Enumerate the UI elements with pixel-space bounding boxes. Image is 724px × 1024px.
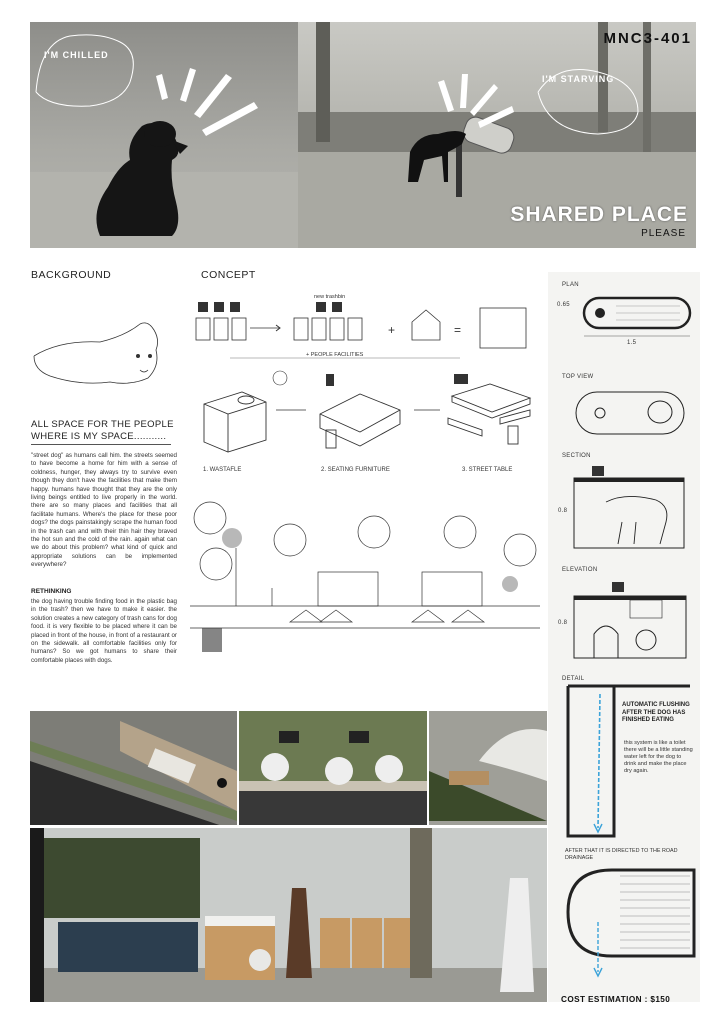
item-label-street-table: 3. STREET TABLE	[462, 467, 513, 473]
elevation-label: ELEVATION	[562, 567, 598, 573]
elevation-drawing	[566, 578, 694, 662]
furniture-items-drawings	[190, 370, 535, 470]
top-view-drawing	[572, 388, 692, 438]
plan-label: PLAN	[562, 282, 579, 288]
background-paragraph: "street dog" as humans call him. the streets seemed to have become a home for him with a sense of coldness, hunger, they always try to survive even though they don't have the facilities that make them happy. humans have thought that they are the only living beings entitled to live properly in the world. there are so many places and facilities that all facilitate humans. Where's the place for these poor dogs? the dogs painstakingly scrape the human food in the trash can and with their thin hair they braved the hot sun and the cold of the rain. again what can we do about this problem? what kind of quick and appropriate solutions can be implemented everywhere?	[31, 452, 177, 569]
render-street-perspective	[30, 828, 547, 1002]
background-headline: ALL SPACE FOR THE PEOPLE WHERE IS MY SPACE...........	[31, 419, 174, 442]
plan-dim-width: 1.5	[627, 340, 637, 346]
drainage-text: AFTER THAT IT IS DIRECTED TO THE ROAD DRAINAGE	[565, 848, 678, 861]
concept-equation-diagram	[190, 288, 530, 368]
top-view-label: TOP VIEW	[562, 374, 594, 380]
chilled-caption: I'M CHILLED	[44, 50, 109, 60]
new-trashbin-label: new trashbin	[314, 294, 346, 300]
people-facilities-label: + PEOPLE FACILITIES	[306, 352, 364, 358]
section-drawing	[566, 462, 694, 552]
item-label-seating: 2. SEATING FURNITURE	[321, 467, 390, 473]
detail-heading: AUTOMATIC FLUSHING AFTER THE DOG HAS FINISHED EATING	[622, 702, 690, 724]
section-dim: 0.8	[558, 508, 568, 514]
render-aerial-street	[239, 711, 427, 825]
elevation-dim: 0.8	[558, 620, 568, 626]
rethinking-paragraph: the dog having trouble finding food in the plastic bag in the trash? then we have to make it easier. the solution creates a new category of trash cans for dog food. it is very flexible to be placed where it can be placed in front of the house, in front of a restaurant or on the sidewalk. all comfortable facilities only for humans? So we got humans to share their comfortable places with dogs.	[31, 598, 177, 664]
project-code: MNC3-401	[603, 30, 692, 47]
plan-drawing	[556, 292, 696, 348]
plan-dim-height: 0.65	[557, 302, 570, 308]
cost-estimation: COST ESTIMATION : $150	[561, 995, 671, 1004]
headline-divider	[31, 444, 171, 445]
render-aerial-seating	[30, 711, 237, 825]
plus-sign: +	[388, 323, 396, 337]
rethinking-heading: RETHINKING	[31, 588, 72, 595]
detail-label: DETAIL	[562, 676, 585, 682]
render-umbrella-closeup	[429, 711, 547, 825]
lying-dog-sketch	[30, 316, 165, 390]
streetscape-diagram	[190, 488, 540, 668]
hero-photo-chilled-dog	[30, 22, 298, 248]
item-label-wastafle: 1. WASTAFLE	[203, 467, 242, 473]
detail-text: this system is like a toilet there will be a little standing water left for the dog to drink and make the place dry again.	[624, 740, 693, 774]
section-label: SECTION	[562, 453, 591, 459]
concept-heading: CONCEPT	[201, 269, 256, 281]
equals-sign: =	[454, 323, 462, 337]
poster-subtitle: PLEASE	[641, 228, 686, 239]
detail-cross-section	[560, 862, 696, 984]
poster-title: SHARED PLACE	[510, 203, 688, 226]
starving-caption: I'M STARVING	[542, 74, 615, 84]
background-heading: BACKGROUND	[31, 269, 112, 281]
